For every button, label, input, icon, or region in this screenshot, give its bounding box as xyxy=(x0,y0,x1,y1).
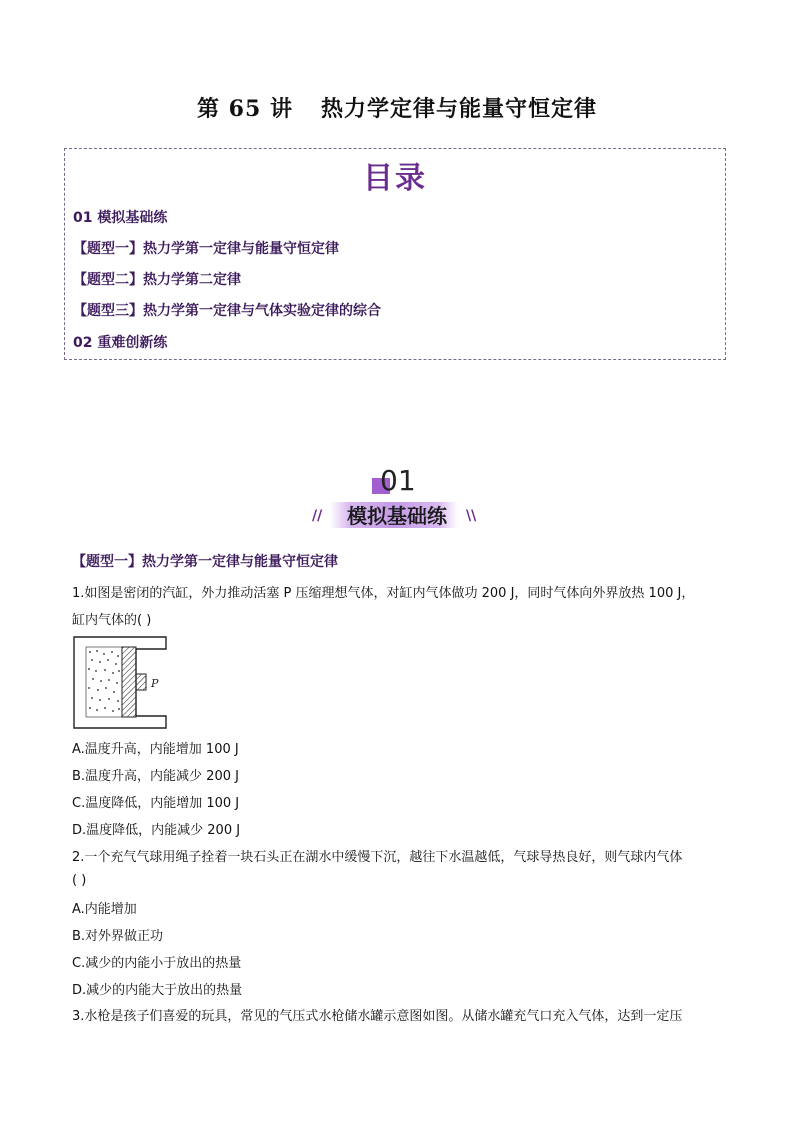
toc-item-basic-practice[interactable]: 01 模拟基础练 xyxy=(73,210,168,226)
right-deco: \\ xyxy=(466,508,477,524)
q2-option-b[interactable]: B.对外界做正功 xyxy=(72,929,164,944)
section-badge xyxy=(0,460,794,530)
q2-stem-line1: 2.一个充气气球用绳子拴着一块石头正在湖水中缓慢下沉，越往下水温越低，气球导热良好，则气球内气体 xyxy=(72,850,683,865)
left-deco: // xyxy=(312,508,323,524)
q3-stem-line1: 3.水枪是孩子们喜爱的玩具，常见的气压式水枪储水罐示意图如图。从储水罐充气口充入气体，达到一定压 xyxy=(72,1009,683,1024)
toc-heading: 目录 xyxy=(363,161,427,196)
q1-stem-line1: 1.如图是密闭的汽缸，外力推动活塞 P 压缩理想气体，对缸内气体做功 200 J，同时气体向外界放热 100 J， xyxy=(72,586,695,601)
question-type-heading: 【题型一】热力学第一定律与能量守恒定律 xyxy=(72,554,338,570)
toc-item-type-two[interactable]: 【题型二】热力学第二定律 xyxy=(73,272,241,288)
toc-item-type-three[interactable]: 【题型三】热力学第一定律与气体实验定律的综合 xyxy=(73,303,381,319)
q1-option-b[interactable]: B.温度升高，内能减少 200 J xyxy=(72,769,239,784)
q2-option-c[interactable]: C.减少的内能小于放出的热量 xyxy=(72,956,242,971)
table-of-contents xyxy=(64,148,726,360)
q1-stem-line2: 缸内气体的( ) xyxy=(72,613,152,628)
lecture-topic: 热力学定律与能量守恒定律 xyxy=(320,96,597,122)
q2-stem-line2: ( ) xyxy=(72,873,87,888)
page-title xyxy=(0,92,794,123)
q2-option-a[interactable]: A.内能增加 xyxy=(72,902,137,917)
toc-item-type-one[interactable]: 【题型一】热力学第一定律与能量守恒定律 xyxy=(73,241,339,257)
cylinder-diagram xyxy=(72,636,168,730)
q1-option-d[interactable]: D.温度降低，内能减少 200 J xyxy=(72,823,241,838)
q1-option-a[interactable]: A.温度升高，内能增加 100 J xyxy=(72,742,239,757)
q2-option-d[interactable]: D.减少的内能大于放出的热量 xyxy=(72,983,243,998)
toc-item-advanced-practice[interactable]: 02 重难创新练 xyxy=(73,335,168,351)
section-label: 模拟基础练 xyxy=(347,504,447,528)
piston-label: P xyxy=(151,677,159,690)
lecture-number: 第 65 讲 xyxy=(197,96,293,122)
q1-option-c[interactable]: C.温度降低，内能增加 100 J xyxy=(72,796,240,811)
section-number: 01 xyxy=(380,464,416,497)
